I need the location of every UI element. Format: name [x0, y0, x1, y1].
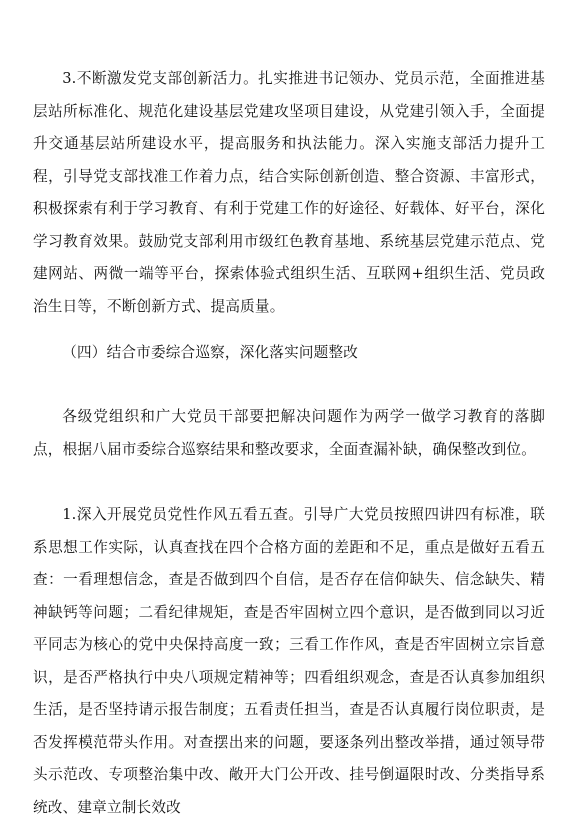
section-heading-four: （四）结合市委综合巡察，深化落实问题整改 [62, 344, 359, 361]
paragraph-five-checks: 1.深入开展党员党性作风五看五查。引导广大党员按照四讲四有标准，联系思想工作实际，认真查找在四个合格方面的差距和不足，重点是做好五看五查：一看理想信念，查是否做到四个自信，是否存在信仰缺失、信念缺失、精神缺钙等问题；二看纪律规矩，查是否牢固树立四个意识，是否做到同以习近平同志为核心的党中央保持高度一致；三看工作作风，查是否牢固树立宗旨意识，是否严格执行中央八项规定精神等；四看组织观念，查是否认真参加组织生活，是否坚持请示报告制度；五看责任担当，查是否认真履行岗位职责，是否发挥模范带头作用。对查摆出来的问题，要逐条列出整改举措，通过领导带头示范改、专项整治集中改、敞开大门公开改、挂号倒逼限时改、分类指导系统改、建章立制长效改 [33, 506, 545, 816]
paragraph-innovation-vitality: 3.不断激发党支部创新活力。扎实推进书记领办、党员示范，全面推进基层站所标准化、规范化建设基层党建攻坚项目建设，从党建引领入手，全面提升交通基层站所建设水平，提高服务和执法能力。深入实施支部活力提升工程，引导党支部找准工作着力点，结合实际创新创造、整合资源、丰富形式，积极探索有利于学习教育、有利于党建工作的好途径、好载体、好平台，深化学习教育效果。鼓励党支部利用市级红色教育基地、系统基层党建示范点、党建网站、两微一端等平台，探索体验式组织生活、互联网+组织生活、党员政治生日等，不断创新方式、提高质量。 [33, 70, 545, 315]
paragraph-problem-rectification: 各级党组织和广大党员干部要把解决问题作为两学一做学习教育的落脚点，根据八届市委综合巡察结果和整改要求，全面查漏补缺，确保整改到位。 [33, 408, 545, 458]
